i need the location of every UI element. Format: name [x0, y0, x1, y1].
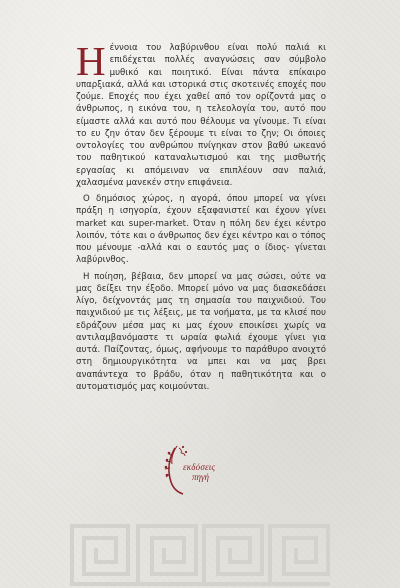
back-cover-text	[76, 38, 326, 397]
paragraph-1-text: έννοια του λαβύρινθου είναι πολύ παλιά κι επιδέχεται πολλές αναγνώσεις σαν σύμβολο μυθικό και ποιητικό. Είναι πάντα επίκαιρο υπαρξιακά, αλλά και ιστορικά στις σκοτεινές εποχές που ζούμε. Εποχές που έχει χαθεί από τον ορίζοντά μας ο άνθρωπος, η εικόνα του, η τελεολογία του, αυτό που είμαστε αλλά και αυτό που θέλουμε να γίνουμε. Τι είναι το ευ ζην όταν δεν ξέρουμε τι είναι το ζην; Οι όποιες οντολογίες του ανθρώπου πνίγηκαν στον βαθύ ωκεανό του παθητικού καταναλωτισμού και της μισθωτής εργασίας κι απόμειναν να επιπλέουν σαν παλιά, χαλασμένα μανεκέν στην επιφάνεια.	[76, 43, 326, 188]
publisher-line-1: εκδόσεις	[183, 462, 216, 472]
meander-pattern-icon	[68, 520, 332, 588]
publisher-logo	[163, 444, 237, 498]
paragraph-3: Η ποίηση, βέβαια, δεν μπορεί να μας σώσει, ούτε να μας δείξει την έξοδο. Μπορεί μόνο να μας διασκεδάσει λίγο, δείχνοντάς μας τη σημασία του παιχνιδιού. Του παιχνιδιού με τις λέξεις, με τα νοήματα, με τα κλισέ που εδράζουν μέσα μας κι μας έχουν εποικίσει χωρίς να αντιλαμβανόμαστε τι ωραία φωλιά έχουμε γίνει για αυτά. Παίζοντας, όμως, αφήνουμε το παράθυρο ανοιχτό στη δημιουργικότητα να μπει και να μας βρει αναπάντεχα το βράδυ, όταν η παθητικότητα και ο αυτοματισμός μας κοιμούνται.	[76, 271, 326, 392]
drop-cap: Η	[76, 38, 106, 84]
paragraph-2: Ο δημόσιος χώρος, η αγορά, όπου μπορεί να γίνει πράξη η ισηγορία, έχουν εξαφανιστεί και έχουν γίνει market και super-market. Όταν η πόλη δεν έχει κέντρο λοιπόν, τότε και ο άνθρωπος δεν έχει κέντρο και ο τόπος που μένουμε -αλλά και ο εαυτός μας ο ίδιος- γίνεται λαβύρινθος.	[76, 194, 326, 266]
paragraph-1	[76, 38, 326, 189]
publisher-line-2: πηγή	[192, 472, 209, 482]
